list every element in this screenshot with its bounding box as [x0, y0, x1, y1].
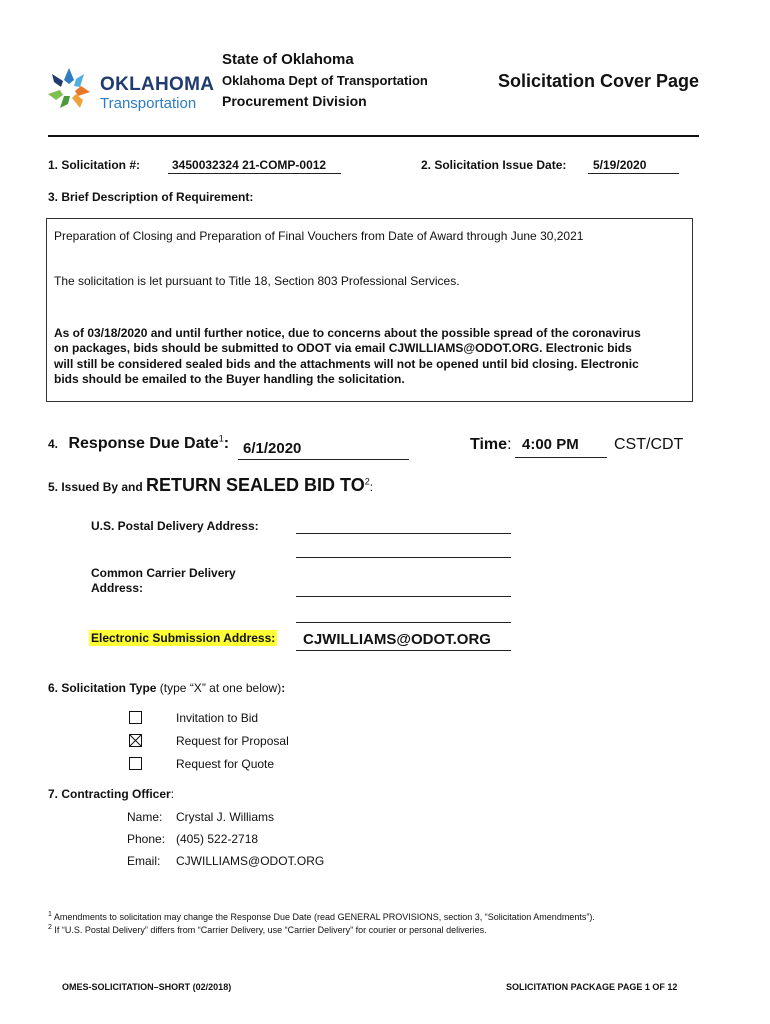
solicitation-type-label: 6. Solicitation Type (type “X” at one below): [48, 681, 286, 695]
page-number: SOLICITATION PACKAGE PAGE 1 OF 12 [506, 982, 678, 992]
officer-phone-label: Phone: [127, 832, 166, 846]
solicitation-number-value: 3450032324 21-COMP-0012 [168, 158, 341, 174]
request-for-quote-label: Request for Quote [176, 757, 275, 771]
covid-notice-line: bids should be emailed to the Buyer handling the solicitation. [54, 371, 405, 386]
contracting-officer-label: 7. Contracting Officer: [48, 787, 175, 801]
response-due-label: 4. Response Due Date$^1$: [48, 433, 230, 452]
invitation-to-bid-checkbox[interactable] [129, 711, 142, 724]
time-label: Time: [470, 436, 512, 453]
postal-address-line-1 [296, 533, 511, 534]
carrier-address-line-1 [296, 596, 511, 597]
logo-wordmark: OKLAHOMA [100, 74, 215, 95]
carrier-address-line-2 [296, 622, 511, 623]
solicitation-number-label: 1. Solicitation #: [48, 158, 141, 172]
issue-date-value: 5/19/2020 [588, 158, 679, 174]
postal-address-label: U.S. Postal Delivery Address: [91, 519, 259, 533]
invitation-to-bid-label: Invitation to Bid [176, 711, 259, 725]
requirement-description: Preparation of Closing and Preparation of Final Vouchers from Date of Award through June 30,2021 [54, 229, 584, 243]
officer-email[interactable]: CJWILLIAMS@ODOT.ORG [176, 854, 325, 868]
footnote-ref: 2 [364, 476, 370, 487]
time-zone: CST/CDT [614, 436, 684, 453]
request-for-proposal-checkbox[interactable] [129, 734, 142, 747]
covid-notice [54, 326, 641, 387]
covid-notice-line: will still be considered sealed bids and the attachments will not be opened until bid closing. Electronic [54, 356, 639, 371]
electronic-address-value: CJWILLIAMS@ODOT.ORG [296, 631, 511, 651]
x-mark-icon [130, 735, 141, 746]
response-due-time: 4:00 PM [515, 436, 607, 458]
carrier-address-label: Common Carrier Delivery Address: [91, 566, 236, 595]
covid-notice-line: As of 03/18/2020 and until further notice, due to concerns about the possible spread of the coronavirus [54, 326, 641, 340]
request-for-proposal-label: Request for Proposal [176, 734, 289, 748]
officer-name-label: Name: [127, 810, 163, 824]
state-name: State of Oklahoma [222, 51, 354, 68]
requirement-authority: The solicitation is let pursuant to Title 18, Section 803 Professional Services. [54, 274, 460, 288]
page-title: Solicitation Cover Page [498, 71, 700, 91]
request-for-quote-checkbox[interactable] [129, 757, 142, 770]
footnote-ref: 1 [218, 433, 224, 444]
requirement-label: 3. Brief Description of Requirement: [48, 190, 254, 204]
division-name: Procurement Division [222, 93, 367, 109]
response-due-text: Response Due Date [68, 435, 219, 452]
postal-address-line-2 [296, 557, 511, 558]
return-bid-label: 5. Issued By and RETURN SEALED BID $TO^2$: [48, 475, 374, 495]
footnote-2: $^2$ If “U.S. Postal Delivery” differs from “Carrier Delivery, use “Carrier Delivery” for courier or personal deliveries. [48, 924, 487, 935]
officer-name: Crystal J. Williams [176, 810, 274, 824]
star-logo-icon [46, 66, 92, 112]
officer-email-label: Email: [127, 854, 161, 868]
covid-notice-line: on packages, bids should be submitted to ODOT via email CJWILLIAMS@ODOT.ORG. Electronic bids [54, 341, 632, 356]
department-name: Oklahoma Dept of Transportation [222, 73, 428, 88]
officer-phone: (405) 522-2718 [176, 832, 259, 846]
oklahoma-transportation-logo [46, 64, 216, 114]
logo-subtitle: Transportation [100, 95, 197, 112]
issue-date-label: 2. Solicitation Issue Date: [421, 158, 567, 172]
header-divider [48, 135, 699, 137]
item-number: 4. [48, 437, 59, 451]
response-due-date: 6/1/2020 [238, 440, 409, 460]
footnote-1: $^1$ Amendments to solicitation may change the Response Due Date (read GENERAL PROVISIONS, section 3, “Solicitation Amendments”). [48, 911, 595, 922]
electronic-address-label: Electronic Submission Address: [91, 631, 276, 645]
form-id: OMES-SOLICITATION–SHORT (02/2018) [62, 982, 232, 992]
requirement-box [46, 218, 693, 402]
